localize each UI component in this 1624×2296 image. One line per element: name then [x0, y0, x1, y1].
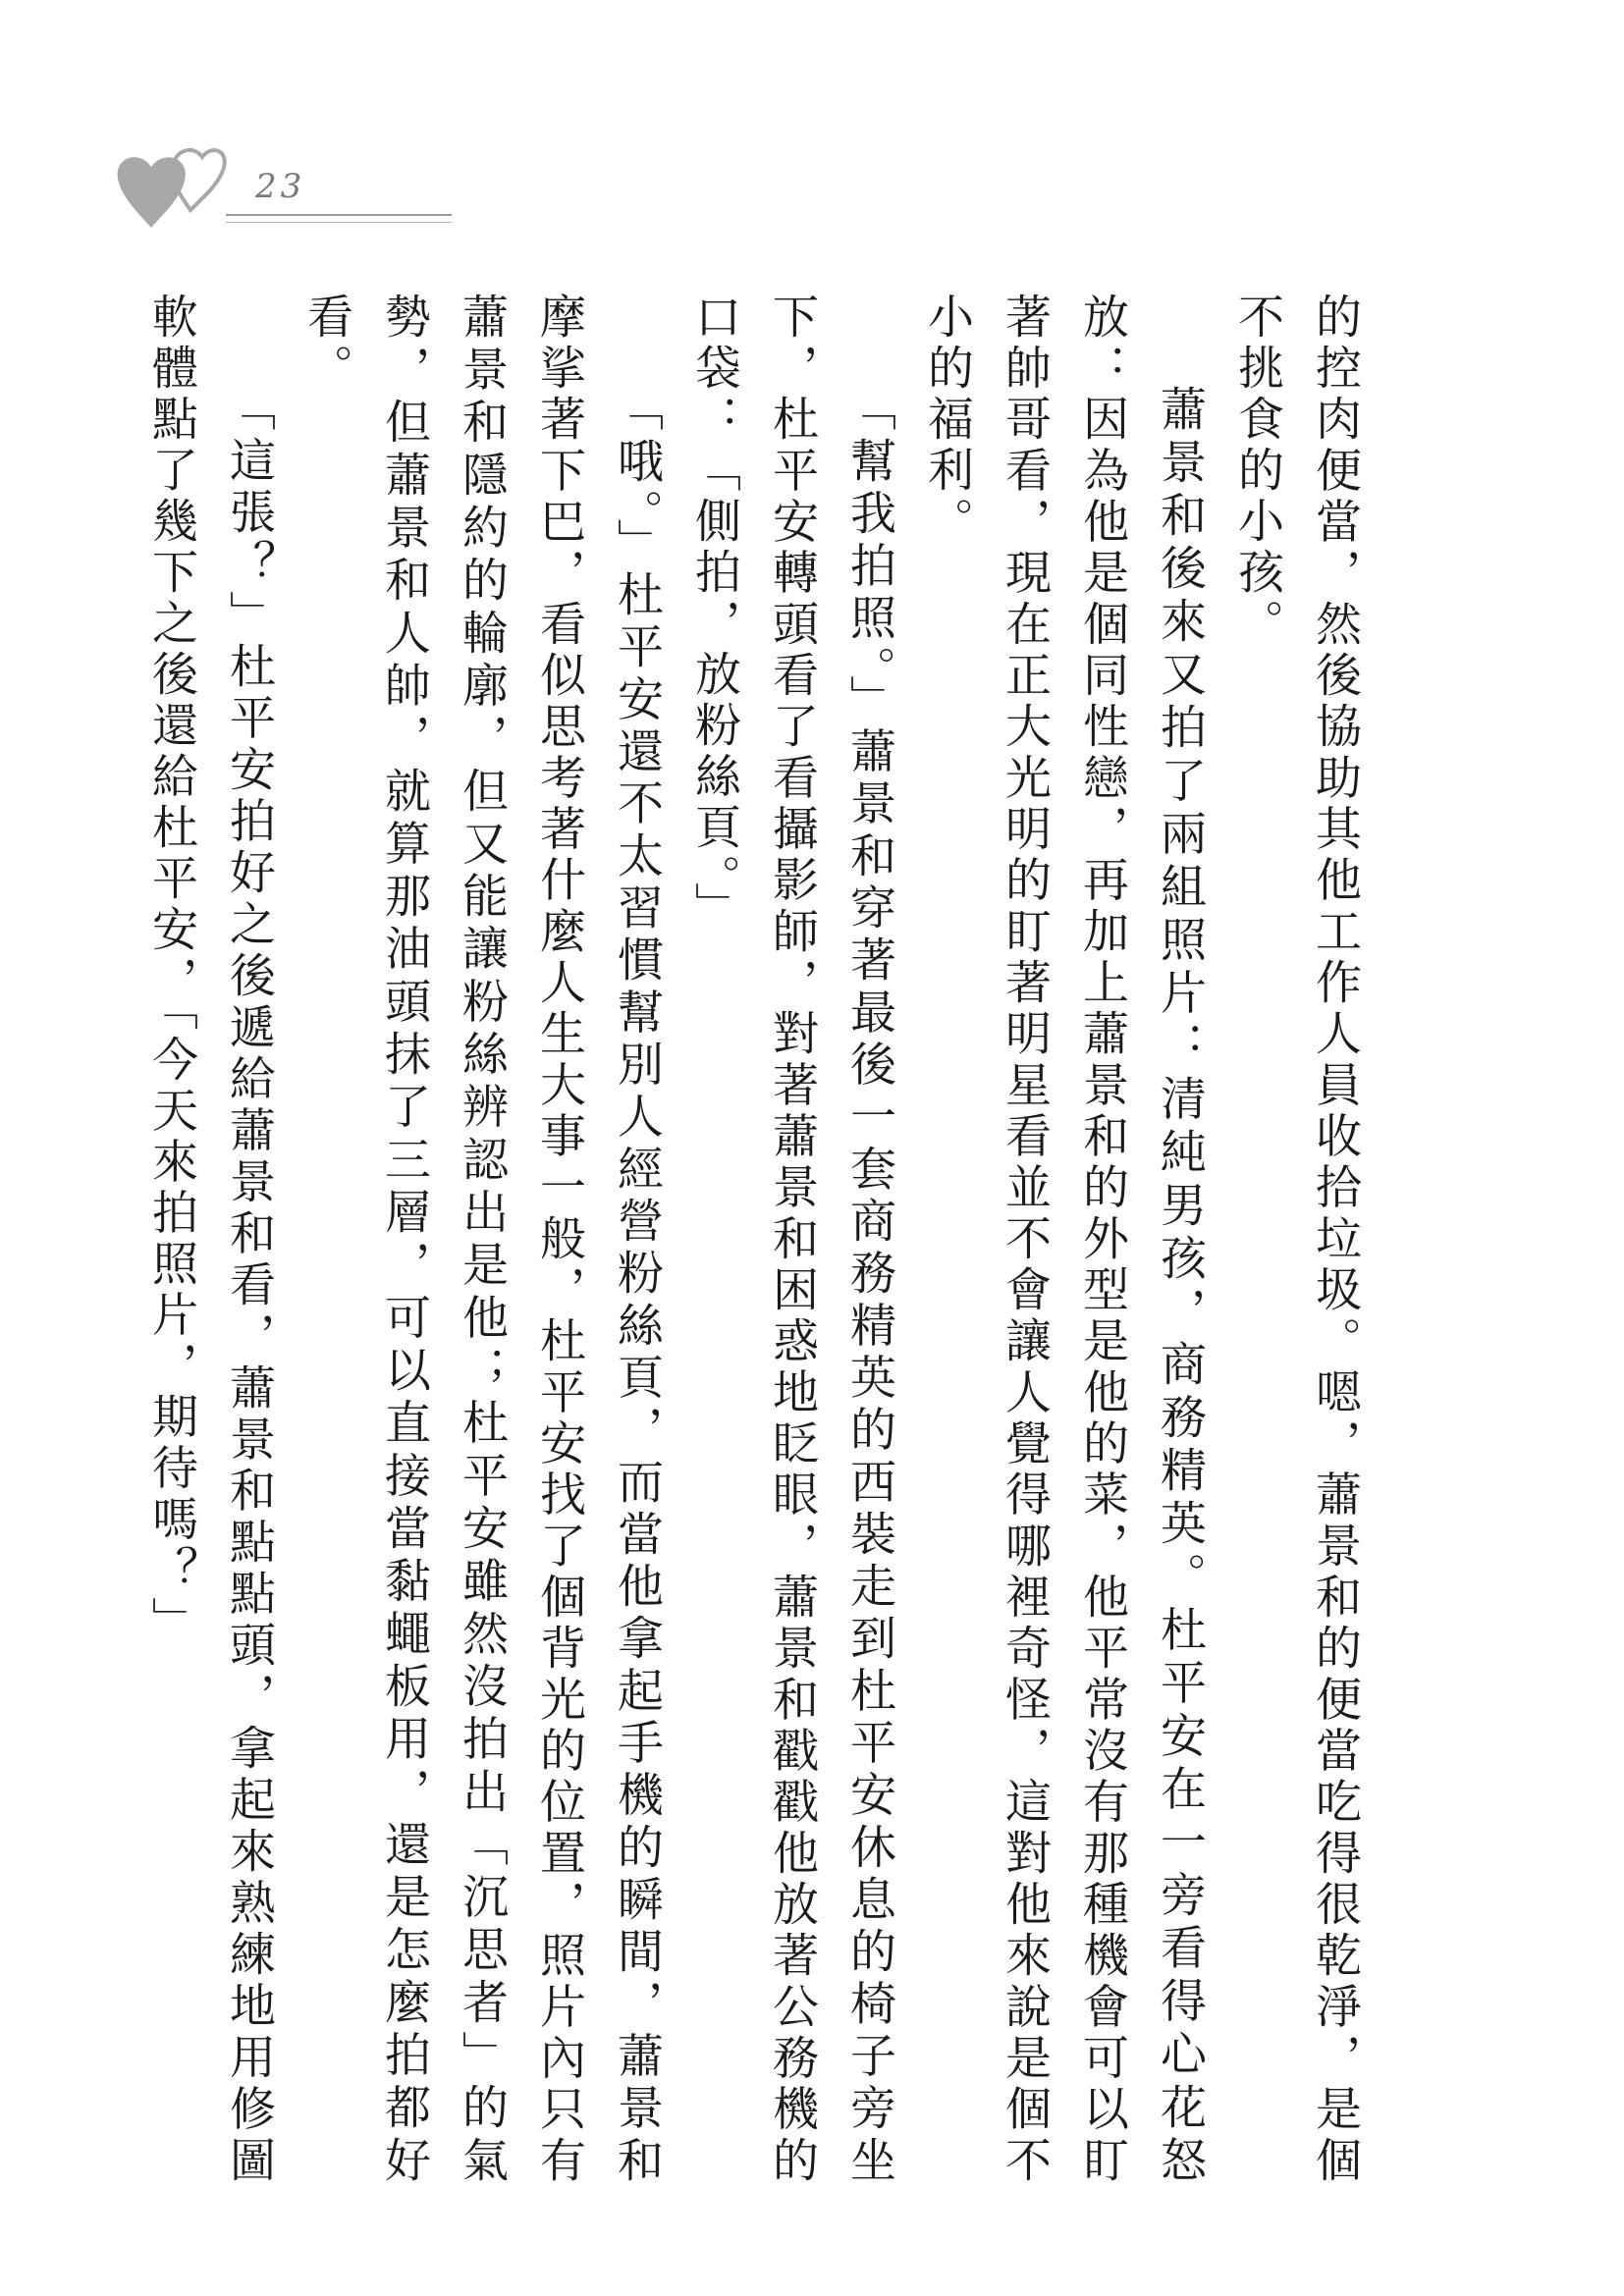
paragraph: 「幫我拍照。」蕭景和穿著最後一套商務精英的西裝走到杜平安休息的椅子旁坐下，杜平安轉頭看了看攝影師，對著蕭景和困惑地眨眼，蕭景和戳戳他放著公務機的口袋：「側拍，放粉絲頁。」	[687, 293, 896, 2187]
page-header	[108, 137, 353, 245]
hearts-icon	[108, 137, 236, 236]
paragraph: 「這張？」杜平安拍好之後遞給蕭景和看，蕭景和點點頭，拿起來熟練地用修圖軟體點了幾下之後還給杜平安，「今天來拍照片，期待嗎？」	[144, 293, 276, 2187]
vertical-body-text	[133, 293, 1374, 2187]
header-rule	[226, 214, 452, 216]
paragraph: 「哦。」杜平安還不太習慣幫別人經營粉絲頁，而當他拿起手機的瞬間，蕭景和摩挲著下巴，看似思考著什麼人生大事一般，杜平安找了個背光的位置，照片內只有蕭景和隱約的輪廓，但又能讓粉絲辨認出是他；杜平安雖然沒拍出「沉思者」的氣勢，但蕭景和人帥，就算那油頭抹了三層，可以直接當黏蠅板用，還是怎麼拍都好看。	[299, 293, 664, 2187]
paragraph: 蕭景和後來又拍了兩組照片：清純男孩，商務精英。杜平安在一旁看得心花怒放：因為他是個同性戀，再加上蕭景和的外型是他的菜，他平常沒有那種機會可以盯著帥哥看，現在正大光明的盯著明星看並不會讓人覺得哪裡奇怪，這對他來說是個不小的福利。	[920, 293, 1207, 2187]
header-rule	[226, 222, 452, 223]
page-number: 23	[255, 167, 306, 206]
paragraph: 的控肉便當，然後協助其他工作人員收拾垃圾。嗯，蕭景和的便當吃得很乾淨，是個不挑食的小孩。	[1230, 293, 1362, 2187]
